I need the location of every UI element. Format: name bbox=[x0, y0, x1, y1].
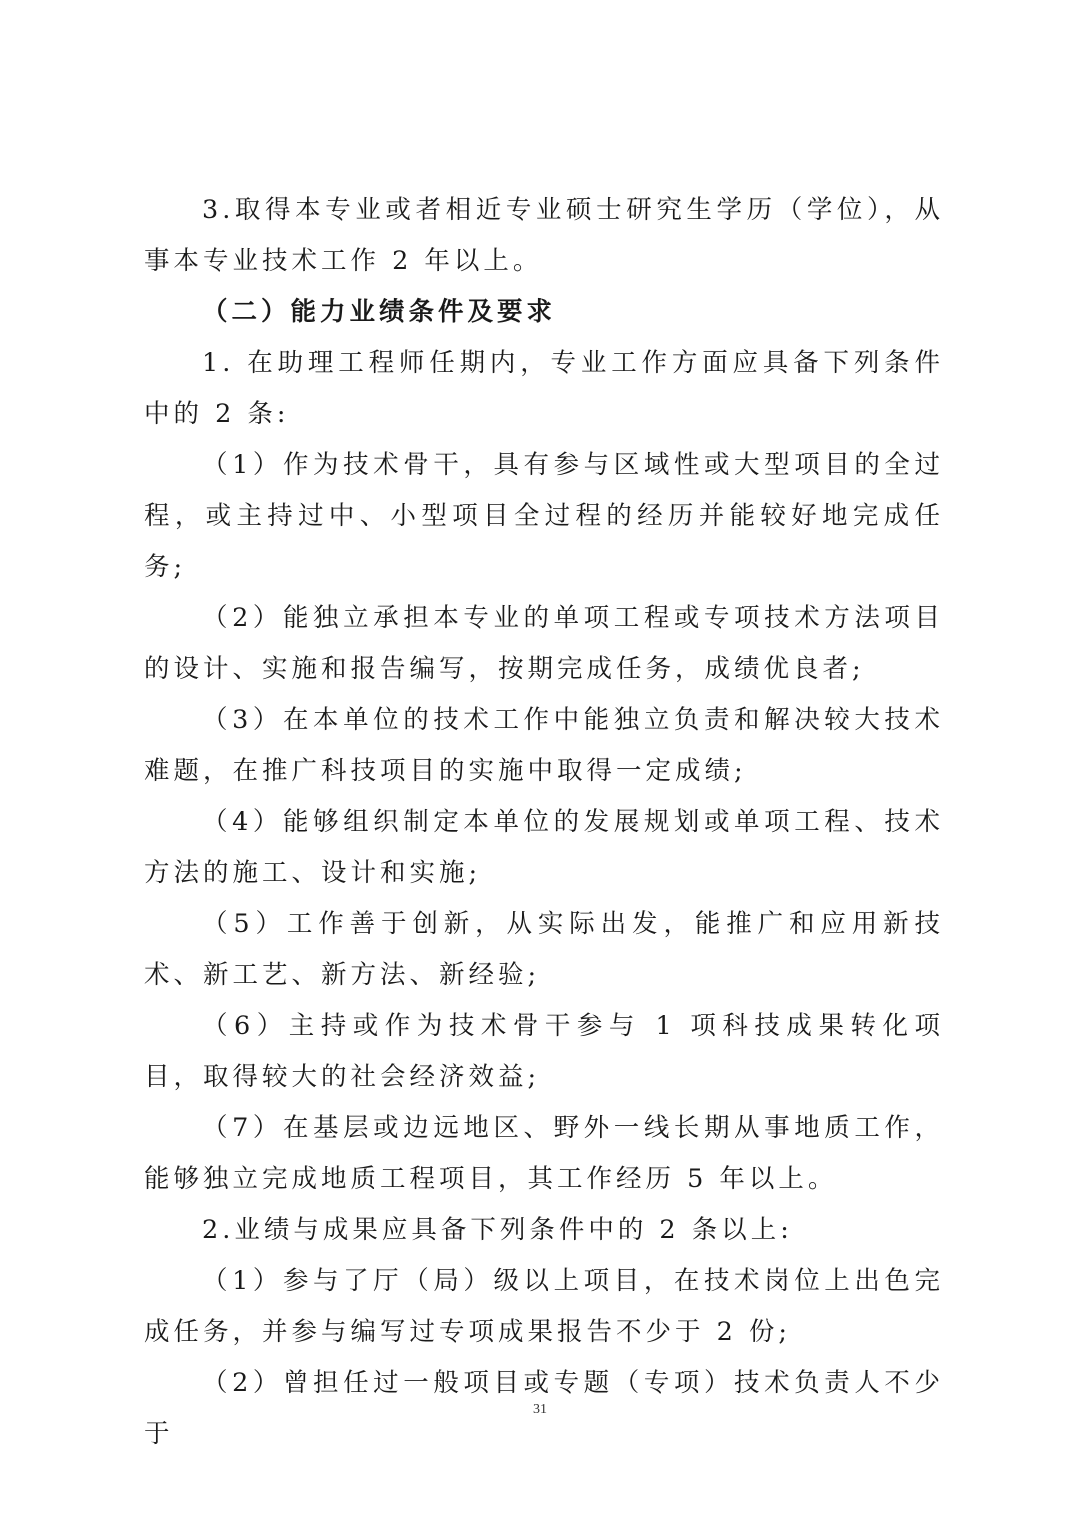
list-item: （1）参与了厅（局）级以上项目，在技术岗位上出色完成任务，并参与编写过专项成果报告不少于 2 份; bbox=[144, 1266, 944, 1347]
list-item: （4）能够组织制定本单位的发展规划或单项工程、技术方法的施工、设计和实施; bbox=[144, 807, 944, 888]
list-item: （6）主持或作为技术骨干参与 1 项科技成果转化项目，取得较大的社会经济效益; bbox=[144, 1011, 944, 1092]
document-body bbox=[144, 185, 944, 1460]
list-item: （3）在本单位的技术工作中能独立负责和解决较大技术难题，在推广科技项目的实施中取得一定成绩; bbox=[144, 705, 944, 786]
list-item: （1）作为技术骨干，具有参与区域性或大型项目的全过程，或主持过中、小型项目全过程的经历并能较好地完成任务; bbox=[144, 450, 944, 582]
list-item: （2）曾担任过一般项目或专题（专项）技术负责人不少于 bbox=[144, 1368, 944, 1449]
paragraph-achievements: 2.业绩与成果应具备下列条件中的 2 条以上: bbox=[202, 1215, 793, 1245]
section-heading: （二）能力业绩条件及要求 bbox=[202, 297, 557, 327]
list-item: （5）工作善于创新，从实际出发，能推广和应用新技术、新工艺、新方法、新经验; bbox=[144, 909, 944, 990]
list-item: （7）在基层或边远地区、野外一线长期从事地质工作，能够独立完成地质工程项目，其工作经历 5 年以上。 bbox=[144, 1113, 944, 1194]
paragraph-degree-requirement: 3.取得本专业或者相近专业硕士研究生学历（学位），从事本专业技术工作 2 年以上。 bbox=[144, 195, 944, 276]
paragraph-professional-work: 1. 在助理工程师任期内，专业工作方面应具备下列条件中的 2 条: bbox=[144, 348, 944, 429]
page-number: 31 bbox=[533, 1402, 547, 1417]
list-item: （2）能独立承担本专业的单项工程或专项技术方法项目的设计、实施和报告编写，按期完成任务，成绩优良者; bbox=[144, 603, 944, 684]
